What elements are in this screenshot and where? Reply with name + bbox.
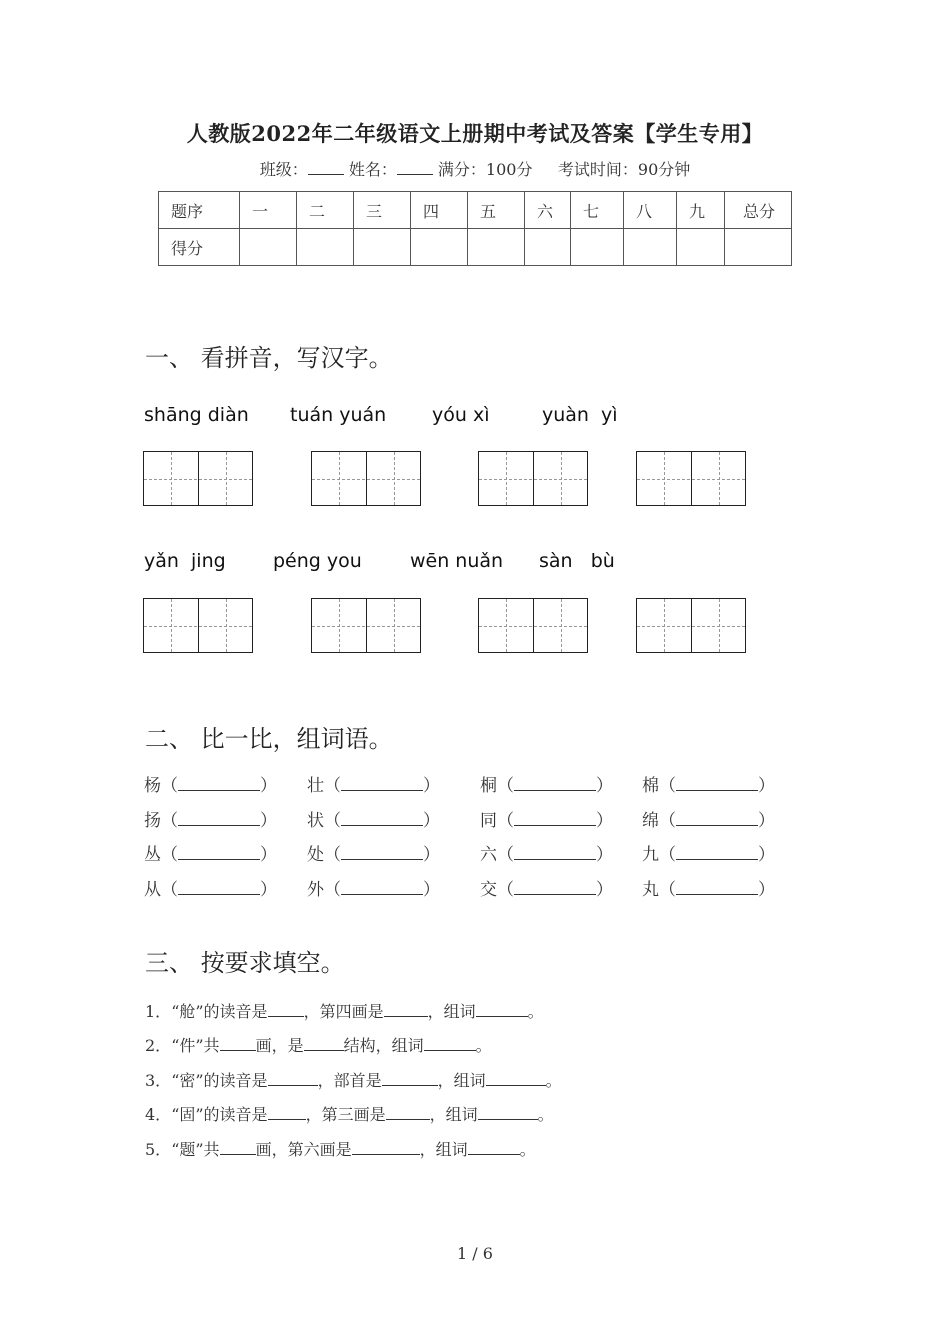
word-compare-item bbox=[307, 771, 440, 796]
open-paren: （ bbox=[161, 880, 178, 900]
exam-meta bbox=[0, 157, 950, 180]
score-header-cell: 三 bbox=[354, 192, 411, 229]
question-text: “件”共 bbox=[171, 1036, 220, 1055]
score-cell[interactable] bbox=[297, 229, 354, 266]
word-answer-blank[interactable] bbox=[676, 880, 758, 895]
question-text: 。 bbox=[537, 1105, 554, 1124]
score-header-cell: 一 bbox=[240, 192, 297, 229]
word-compare-item bbox=[144, 840, 277, 865]
close-paren: ） bbox=[423, 880, 440, 900]
score-header-cell: 二 bbox=[297, 192, 354, 229]
pinyin-label: yǎn jing bbox=[144, 550, 226, 572]
word-answer-blank[interactable] bbox=[514, 811, 596, 826]
open-paren: （ bbox=[659, 776, 676, 796]
question-number: 1． bbox=[145, 1002, 172, 1021]
base-character: 九 bbox=[642, 845, 659, 865]
question-text: 。 bbox=[545, 1071, 562, 1090]
base-character: 丸 bbox=[642, 880, 659, 900]
writing-grid[interactable] bbox=[311, 451, 421, 506]
word-compare-item bbox=[307, 840, 440, 865]
base-character: 杨 bbox=[144, 776, 161, 796]
question-text: ，部首是 bbox=[317, 1071, 382, 1090]
word-answer-blank[interactable] bbox=[341, 776, 423, 791]
pinyin-label: yuàn yì bbox=[542, 404, 618, 426]
answer-blank[interactable] bbox=[268, 1003, 304, 1017]
open-paren: （ bbox=[161, 776, 178, 796]
pinyin-label: wēn nuǎn bbox=[410, 550, 504, 572]
question-text: 。 bbox=[519, 1140, 536, 1159]
question-number: 5． bbox=[145, 1140, 172, 1159]
open-paren: （ bbox=[659, 880, 676, 900]
answer-blank[interactable] bbox=[220, 1141, 256, 1155]
question-2 bbox=[145, 1033, 492, 1056]
close-paren: ） bbox=[758, 880, 775, 900]
close-paren: ） bbox=[423, 811, 440, 831]
name-blank[interactable] bbox=[397, 160, 433, 175]
word-compare-item bbox=[480, 806, 613, 831]
word-answer-blank[interactable] bbox=[676, 776, 758, 791]
open-paren: （ bbox=[324, 845, 341, 865]
base-character: 外 bbox=[307, 880, 324, 900]
word-answer-blank[interactable] bbox=[676, 845, 758, 860]
score-header-cell: 题序 bbox=[159, 192, 240, 229]
close-paren: ） bbox=[260, 880, 277, 900]
close-paren: ） bbox=[260, 776, 277, 796]
word-compare-item bbox=[144, 806, 277, 831]
answer-blank[interactable] bbox=[424, 1037, 476, 1051]
question-text: “固”的读音是 bbox=[171, 1105, 268, 1124]
word-compare-item bbox=[144, 771, 277, 796]
word-compare-item bbox=[307, 875, 440, 900]
open-paren: （ bbox=[161, 845, 178, 865]
word-compare-item bbox=[480, 840, 613, 865]
base-character: 桐 bbox=[480, 776, 497, 796]
question-text: “密”的读音是 bbox=[171, 1071, 268, 1090]
close-paren: ） bbox=[260, 811, 277, 831]
base-character: 壮 bbox=[307, 776, 324, 796]
question-text: ，组词 bbox=[427, 1002, 476, 1021]
score-row-label: 得分 bbox=[159, 229, 240, 266]
word-answer-blank[interactable] bbox=[676, 811, 758, 826]
close-paren: ） bbox=[260, 845, 277, 865]
word-answer-blank[interactable] bbox=[514, 776, 596, 791]
answer-blank[interactable] bbox=[268, 1106, 306, 1120]
writing-grid[interactable] bbox=[143, 451, 253, 506]
open-paren: （ bbox=[161, 811, 178, 831]
base-character: 从 bbox=[144, 880, 161, 900]
score-cell[interactable] bbox=[240, 229, 297, 266]
question-text: 。 bbox=[475, 1036, 492, 1055]
word-answer-blank[interactable] bbox=[178, 845, 260, 860]
close-paren: ） bbox=[423, 845, 440, 865]
open-paren: （ bbox=[324, 811, 341, 831]
question-5 bbox=[145, 1137, 536, 1160]
word-compare-item bbox=[144, 875, 277, 900]
word-answer-blank[interactable] bbox=[178, 811, 260, 826]
answer-blank[interactable] bbox=[468, 1141, 520, 1155]
open-paren: （ bbox=[659, 811, 676, 831]
base-character: 绵 bbox=[642, 811, 659, 831]
page-title: 人教版2022年二年级语文上册期中考试及答案【学生专用】 bbox=[186, 121, 764, 146]
class-blank[interactable] bbox=[308, 160, 344, 175]
score-cell[interactable] bbox=[411, 229, 468, 266]
answer-blank[interactable] bbox=[486, 1072, 546, 1086]
page-number: 1 / 6 bbox=[457, 1244, 493, 1263]
question-number: 3． bbox=[145, 1071, 172, 1090]
open-paren: （ bbox=[497, 776, 514, 796]
close-paren: ） bbox=[758, 811, 775, 831]
pinyin-label: péng you bbox=[273, 550, 362, 572]
score-table-score-row bbox=[159, 229, 792, 266]
answer-blank[interactable] bbox=[386, 1106, 430, 1120]
score-table-header-row bbox=[159, 192, 792, 229]
base-character: 状 bbox=[307, 811, 324, 831]
score-header-cell: 总分 bbox=[725, 192, 792, 229]
answer-blank[interactable] bbox=[268, 1072, 318, 1086]
close-paren: ） bbox=[758, 776, 775, 796]
open-paren: （ bbox=[659, 845, 676, 865]
open-paren: （ bbox=[497, 845, 514, 865]
answer-blank[interactable] bbox=[352, 1141, 420, 1155]
close-paren: ） bbox=[596, 776, 613, 796]
writing-grid[interactable] bbox=[636, 451, 746, 506]
section2-title: 二、 比一比，组词语。 bbox=[145, 725, 393, 753]
full-score: 满分：100分 bbox=[437, 160, 533, 179]
question-text: ，组词 bbox=[429, 1105, 478, 1124]
question-text: ，第四画是 bbox=[303, 1002, 384, 1021]
base-character: 丛 bbox=[144, 845, 161, 865]
word-compare-item bbox=[642, 806, 775, 831]
answer-blank[interactable] bbox=[304, 1037, 344, 1051]
question-text: 画，是 bbox=[255, 1036, 304, 1055]
answer-blank[interactable] bbox=[478, 1106, 538, 1120]
close-paren: ） bbox=[596, 811, 613, 831]
name-label: 姓名： bbox=[348, 160, 397, 179]
pinyin-label: shāng diàn bbox=[144, 404, 249, 426]
close-paren: ） bbox=[596, 845, 613, 865]
writing-grid[interactable] bbox=[311, 598, 421, 653]
question-text: “舱”的读音是 bbox=[171, 1002, 268, 1021]
score-cell[interactable] bbox=[571, 229, 624, 266]
pinyin-label: tuán yuán bbox=[290, 404, 387, 426]
word-answer-blank[interactable] bbox=[341, 811, 423, 826]
class-label: 班级： bbox=[259, 160, 308, 179]
word-answer-blank[interactable] bbox=[514, 845, 596, 860]
word-compare-item bbox=[307, 806, 440, 831]
word-compare-item bbox=[480, 875, 613, 900]
question-number: 4． bbox=[145, 1105, 172, 1124]
score-table bbox=[158, 191, 792, 266]
base-character: 六 bbox=[480, 845, 497, 865]
pinyin-label: sàn bù bbox=[539, 550, 615, 572]
question-4 bbox=[145, 1102, 554, 1125]
word-answer-blank[interactable] bbox=[341, 845, 423, 860]
word-compare-item bbox=[642, 840, 775, 865]
word-answer-blank[interactable] bbox=[341, 880, 423, 895]
word-answer-blank[interactable] bbox=[178, 776, 260, 791]
answer-blank[interactable] bbox=[220, 1037, 256, 1051]
writing-grid[interactable] bbox=[478, 598, 588, 653]
question-text: ，组词 bbox=[437, 1071, 486, 1090]
word-compare-item bbox=[642, 875, 775, 900]
question-text: “题”共 bbox=[171, 1140, 220, 1159]
writing-grid[interactable] bbox=[636, 598, 746, 653]
question-text: ，第三画是 bbox=[305, 1105, 386, 1124]
close-paren: ） bbox=[596, 880, 613, 900]
question-3 bbox=[145, 1068, 562, 1091]
score-header-cell: 九 bbox=[677, 192, 725, 229]
answer-blank[interactable] bbox=[384, 1003, 428, 1017]
question-text: 结构，组词 bbox=[343, 1036, 424, 1055]
base-character: 扬 bbox=[144, 811, 161, 831]
open-paren: （ bbox=[324, 880, 341, 900]
score-cell[interactable] bbox=[468, 229, 525, 266]
close-paren: ） bbox=[423, 776, 440, 796]
answer-blank[interactable] bbox=[382, 1072, 438, 1086]
score-header-cell: 七 bbox=[571, 192, 624, 229]
base-character: 处 bbox=[307, 845, 324, 865]
score-cell[interactable] bbox=[525, 229, 571, 266]
open-paren: （ bbox=[497, 880, 514, 900]
answer-blank[interactable] bbox=[476, 1003, 528, 1017]
question-number: 2． bbox=[145, 1036, 172, 1055]
word-answer-blank[interactable] bbox=[514, 880, 596, 895]
word-answer-blank[interactable] bbox=[178, 880, 260, 895]
score-cell[interactable] bbox=[677, 229, 725, 266]
section3-title: 三、 按要求填空。 bbox=[145, 949, 345, 977]
question-text: 。 bbox=[527, 1002, 544, 1021]
writing-grid[interactable] bbox=[143, 598, 253, 653]
score-header-cell: 八 bbox=[624, 192, 677, 229]
close-paren: ） bbox=[758, 845, 775, 865]
exam-time: 考试时间：90分钟 bbox=[557, 160, 691, 179]
question-text: 画，第六画是 bbox=[255, 1140, 352, 1159]
open-paren: （ bbox=[324, 776, 341, 796]
score-cell[interactable] bbox=[725, 229, 792, 266]
question-text: ，组词 bbox=[419, 1140, 468, 1159]
score-header-cell: 五 bbox=[468, 192, 525, 229]
writing-grid[interactable] bbox=[478, 451, 588, 506]
base-character: 棉 bbox=[642, 776, 659, 796]
score-header-cell: 六 bbox=[525, 192, 571, 229]
score-cell[interactable] bbox=[624, 229, 677, 266]
word-compare-item bbox=[642, 771, 775, 796]
section1-title: 一、 看拼音，写汉字。 bbox=[145, 344, 393, 372]
score-cell[interactable] bbox=[354, 229, 411, 266]
base-character: 交 bbox=[480, 880, 497, 900]
pinyin-label: yóu xì bbox=[432, 404, 490, 426]
open-paren: （ bbox=[497, 811, 514, 831]
word-compare-item bbox=[480, 771, 613, 796]
score-header-cell: 四 bbox=[411, 192, 468, 229]
question-1 bbox=[145, 999, 544, 1022]
base-character: 同 bbox=[480, 811, 497, 831]
